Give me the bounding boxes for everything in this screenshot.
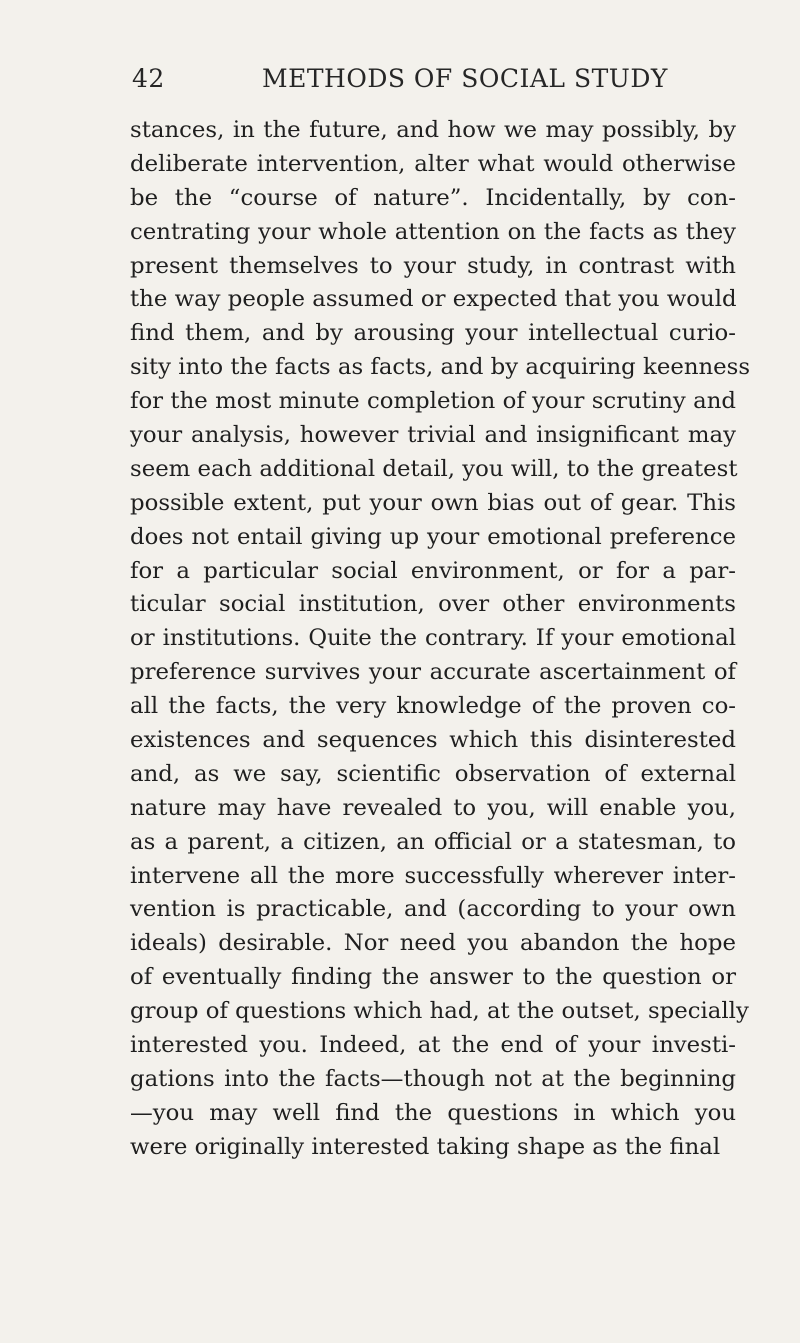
text-line: possible extent, put your own bias out of gear. This <box>130 489 736 516</box>
text-line: were originally interested taking shape as the final <box>130 1133 721 1160</box>
page-title: METHODS OF SOCIAL STUDY <box>262 64 668 93</box>
text-line: ticular social institution, over other environments <box>130 591 736 618</box>
text-line: existences and sequences which this disinterested <box>130 727 736 754</box>
text-line: —you may well find the questions in which you <box>130 1099 736 1126</box>
text-line: centrating your whole attention on the facts as they <box>130 218 736 245</box>
text-line: sity into the facts as facts, and by acquiring keenness <box>130 354 751 381</box>
text-line: or institutions. Quite the contrary. If your emotional <box>130 625 736 652</box>
text-line: and, as we say, scientific observation of external <box>130 760 736 787</box>
text-line: gations into the facts—though not at the beginning <box>130 1065 736 1092</box>
text-line: group of questions which had, at the outset, specially <box>130 998 749 1025</box>
text-line: find them, and by arousing your intellectual curio- <box>130 320 736 347</box>
text-line: for a particular social environment, or for a par- <box>130 557 736 584</box>
text-line: as a parent, a citizen, an official or a statesman, to <box>130 828 736 855</box>
text-line: present themselves to your study, in contrast with <box>130 252 736 279</box>
text-line: seem each additional detail, you will, to the greatest <box>130 455 738 482</box>
text-line: be the “course of nature”. Incidentally, by con- <box>130 184 736 211</box>
text-line: of eventually finding the answer to the question or <box>130 964 736 991</box>
text-line: the way people assumed or expected that you would <box>130 286 737 313</box>
text-line: your analysis, however trivial and insignificant may <box>130 422 736 449</box>
text-line: vention is practicable, and (according to your own <box>130 896 736 923</box>
text-line: does not entail giving up your emotional preference <box>130 523 736 550</box>
text-line: nature may have revealed to you, will enable you, <box>130 794 736 821</box>
text-line: deliberate intervention, alter what would otherwise <box>130 150 736 177</box>
text-line: intervene all the more successfully wherever inter- <box>130 862 736 889</box>
text-line: for the most minute completion of your scrutiny and <box>130 388 736 415</box>
text-line: ideals) desirable. Nor need you abandon the hope <box>130 930 736 957</box>
body-paragraph <box>130 114 751 1165</box>
text-line: preference survives your accurate ascertainment of <box>130 659 736 686</box>
text-line: all the facts, the very knowledge of the proven co- <box>130 693 736 720</box>
running-head <box>132 64 738 104</box>
text-line: interested you. Indeed, at the end of your investi- <box>130 1032 736 1059</box>
page-number: 42 <box>132 64 165 93</box>
text-line: stances, in the future, and how we may possibly, by <box>130 117 736 143</box>
